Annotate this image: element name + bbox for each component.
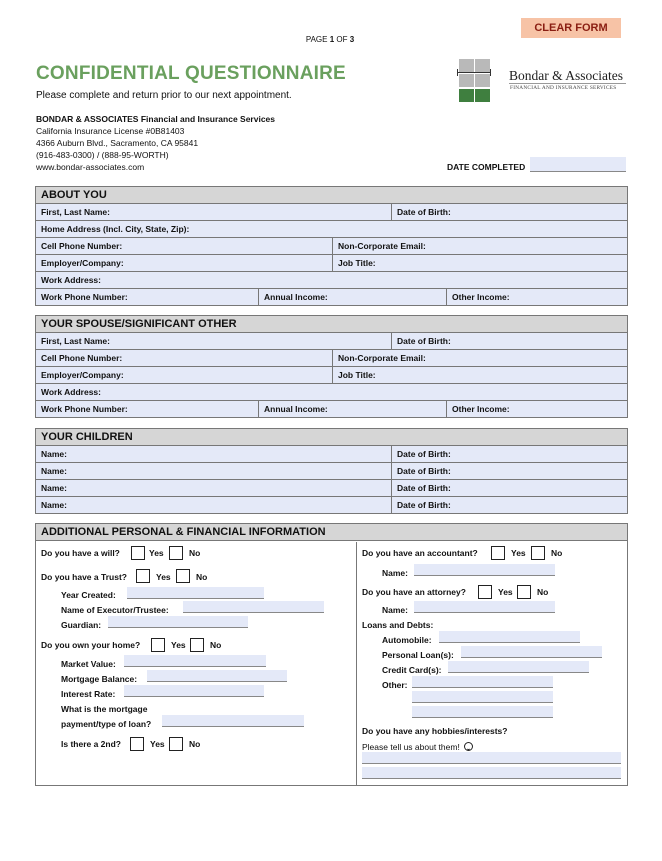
smiley-icon [464, 742, 473, 751]
home-address-field[interactable]: Home Address (Incl. City, State, Zip): [36, 221, 627, 237]
company-license: California Insurance License #0B81403 [36, 126, 185, 136]
second-no-checkbox[interactable] [169, 737, 183, 751]
attorney-yes-checkbox[interactable] [478, 585, 492, 599]
clear-form-button[interactable]: CLEAR FORM [521, 18, 621, 38]
interest-rate-label: Interest Rate: [61, 689, 116, 699]
no-label: No [551, 548, 563, 558]
yes-label: Yes [171, 640, 186, 650]
spouse-cell-field[interactable]: Cell Phone Number: [36, 350, 332, 366]
personal-loans-label: Personal Loan(s): [382, 650, 454, 660]
other-field-2[interactable] [412, 691, 553, 703]
work-phone-field[interactable]: Work Phone Number: [36, 289, 258, 305]
spouse-job-field[interactable]: Job Title: [332, 367, 627, 383]
will-question: Do you have a will? [41, 548, 120, 558]
child-name-field[interactable]: Name: [36, 446, 391, 462]
executor-field[interactable] [183, 601, 324, 613]
spouse-work-phone-field[interactable]: Work Phone Number: [36, 401, 258, 417]
other-income-field[interactable]: Other Income: [446, 289, 627, 305]
spouse-work-address-field[interactable]: Work Address: [36, 384, 627, 400]
mortgage-type-label: What is the mortgage [61, 704, 148, 714]
home-yes-checkbox[interactable] [151, 638, 165, 652]
email-field[interactable]: Non-Corporate Email: [332, 238, 627, 254]
year-created-field[interactable] [127, 587, 264, 599]
spouse-section [35, 315, 628, 418]
hobbies-prompt: Please tell us about them! [362, 742, 473, 752]
automobile-field[interactable] [439, 631, 580, 643]
yes-label: Yes [149, 548, 164, 558]
attorney-no-checkbox[interactable] [517, 585, 531, 599]
hobbies-field-1[interactable] [362, 752, 621, 764]
company-website: www.bondar-associates.com [36, 162, 145, 172]
other-label: Other: [382, 680, 408, 690]
year-created-label: Year Created: [61, 590, 116, 600]
accountant-question: Do you have an accountant? [362, 548, 478, 558]
guardian-field[interactable] [108, 616, 248, 628]
personal-loans-field[interactable] [461, 646, 602, 658]
page-subtitle: Please complete and return prior to our next appointment. [36, 90, 292, 101]
spouse-other-income-field[interactable]: Other Income: [446, 401, 627, 417]
work-address-field[interactable]: Work Address: [36, 272, 627, 288]
mortgage-type-field[interactable] [162, 715, 304, 727]
about-you-section [35, 186, 628, 306]
other-field-3[interactable] [412, 706, 553, 718]
company-phone: (916-483-0300) / (888-95-WORTH) [36, 150, 169, 160]
no-label: No [196, 572, 208, 582]
yes-label: Yes [150, 739, 165, 749]
accountant-name-label: Name: [382, 568, 408, 578]
job-title-field[interactable]: Job Title: [332, 255, 627, 271]
logo-name: Bondar & Associates [509, 68, 623, 83]
credit-cards-field[interactable] [448, 661, 589, 673]
attorney-question: Do you have an attorney? [362, 587, 466, 597]
child-dob-field[interactable]: Date of Birth: [391, 480, 627, 496]
interest-rate-field[interactable] [124, 685, 264, 697]
page-title: CONFIDENTIAL QUESTIONNAIRE [36, 63, 346, 84]
child-dob-field[interactable]: Date of Birth: [391, 497, 627, 513]
trust-no-checkbox[interactable] [176, 569, 190, 583]
will-yes-checkbox[interactable] [131, 546, 145, 560]
accountant-yes-checkbox[interactable] [491, 546, 505, 560]
own-home-question: Do you own your home? [41, 640, 141, 650]
spouse-employer-field[interactable]: Employer/Company: [36, 367, 332, 383]
yes-label: Yes [511, 548, 526, 558]
company-name: BONDAR & ASSOCIATES Financial and Insurance Services [36, 114, 276, 124]
no-label: No [189, 548, 201, 558]
cell-phone-field[interactable]: Cell Phone Number: [36, 238, 332, 254]
mortgage-balance-label: Mortgage Balance: [61, 674, 138, 684]
child-name-field[interactable]: Name: [36, 497, 391, 513]
yes-label: Yes [498, 587, 513, 597]
company-logo-icon [457, 59, 491, 105]
child-name-field[interactable]: Name: [36, 480, 391, 496]
credit-cards-label: Credit Card(s): [382, 665, 442, 675]
section-heading: YOUR CHILDREN [36, 429, 627, 446]
other-field-1[interactable] [412, 676, 553, 688]
yes-label: Yes [156, 572, 171, 582]
attorney-name-label: Name: [382, 605, 408, 615]
executor-label: Name of Executor/Trustee: [61, 605, 169, 615]
hobbies-field-2[interactable] [362, 767, 621, 779]
annual-income-field[interactable]: Annual Income: [258, 289, 446, 305]
company-address: 4366 Auburn Blvd., Sacramento, CA 95841 [36, 138, 199, 148]
accountant-no-checkbox[interactable] [531, 546, 545, 560]
child-dob-field[interactable]: Date of Birth: [391, 446, 627, 462]
loans-debts-label: Loans and Debts: [362, 620, 434, 630]
section-heading: ADDITIONAL PERSONAL & FINANCIAL INFORMATION [36, 524, 627, 541]
accountant-name-field[interactable] [414, 564, 555, 576]
children-section [35, 428, 628, 514]
spouse-dob-field[interactable]: Date of Birth: [391, 333, 627, 349]
second-mortgage-question: Is there a 2nd? [61, 739, 121, 749]
attorney-name-field[interactable] [414, 601, 555, 613]
spouse-name-field[interactable]: First, Last Name: [36, 333, 391, 349]
automobile-label: Automobile: [382, 635, 432, 645]
guardian-label: Guardian: [61, 620, 102, 630]
second-yes-checkbox[interactable] [130, 737, 144, 751]
trust-yes-checkbox[interactable] [136, 569, 150, 583]
will-no-checkbox[interactable] [169, 546, 183, 560]
no-label: No [537, 587, 549, 597]
no-label: No [189, 739, 201, 749]
no-label: No [210, 640, 222, 650]
spouse-income-field[interactable]: Annual Income: [258, 401, 446, 417]
home-no-checkbox[interactable] [190, 638, 204, 652]
date-completed-field[interactable] [530, 157, 626, 172]
logo-tagline: FINANCIAL AND INSURANCE SERVICES [510, 85, 617, 91]
section-heading: ABOUT YOU [36, 187, 627, 204]
hobbies-question: Do you have any hobbies/interests? [362, 726, 508, 736]
employer-field[interactable]: Employer/Company: [36, 255, 332, 271]
spouse-email-field[interactable]: Non-Corporate Email: [332, 350, 627, 366]
mortgage-balance-field[interactable] [147, 670, 287, 682]
date-completed-label: DATE COMPLETED [447, 162, 526, 172]
mortgage-type-label-2: payment/type of loan? [61, 719, 152, 729]
date-of-birth-field[interactable]: Date of Birth: [391, 204, 627, 220]
market-value-field[interactable] [124, 655, 266, 667]
section-heading: YOUR SPOUSE/SIGNIFICANT OTHER [36, 316, 627, 333]
child-name-field[interactable]: Name: [36, 463, 391, 479]
market-value-label: Market Value: [61, 659, 116, 669]
page-number: PAGE 1 OF 3 [305, 35, 355, 44]
additional-info-section [35, 523, 628, 786]
trust-question: Do you have a Trust? [41, 572, 127, 582]
child-dob-field[interactable]: Date of Birth: [391, 463, 627, 479]
first-last-name-field[interactable]: First, Last Name: [36, 204, 391, 220]
